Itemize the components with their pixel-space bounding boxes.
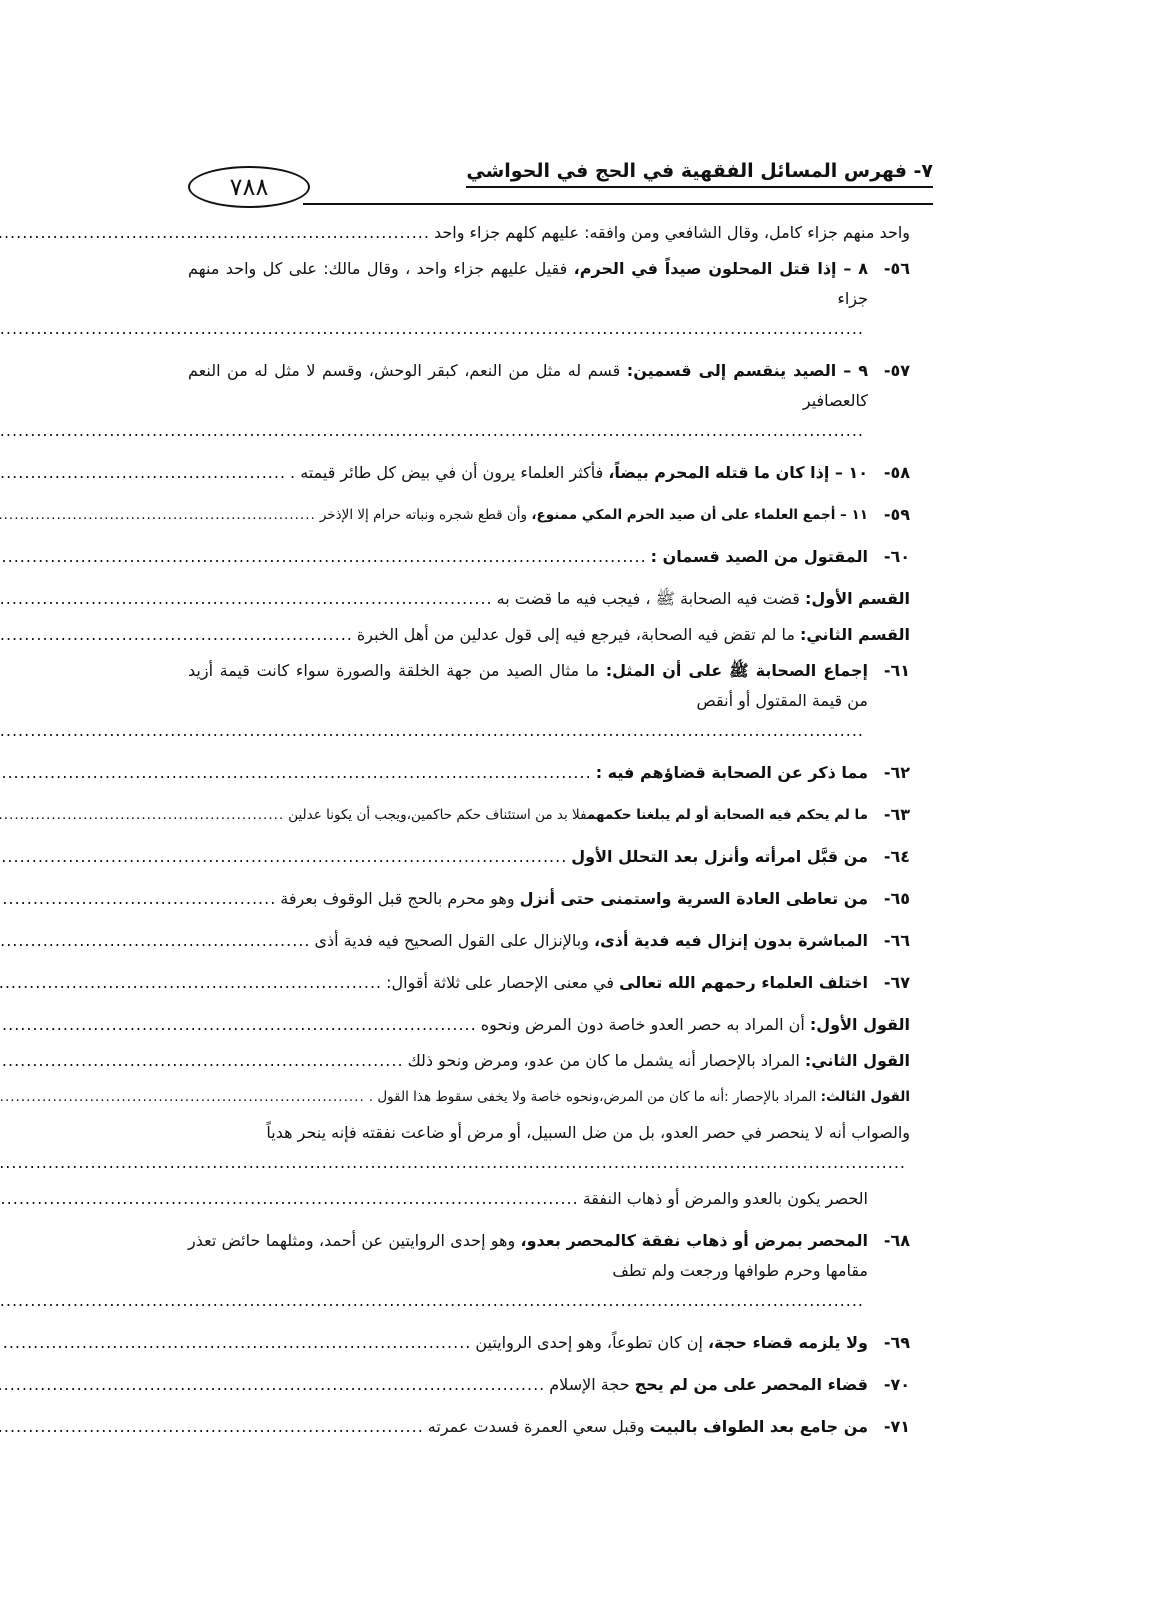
leader-dots (0, 926, 310, 956)
entry-bold: القسم الأول: (804, 589, 910, 608)
leader-dots (0, 1286, 864, 1316)
entry-number: ٦٣- (883, 805, 910, 824)
index-entry (188, 218, 910, 248)
leader-dots (0, 1010, 477, 1040)
entry-text: وقبل سعي العمرة فسدت عمرته (427, 1417, 650, 1436)
entry-bold: ما لم يحكم فيه الصحابة أو لم يبلغنا حكمهم (586, 807, 868, 823)
entry-text: ما لم تقض فيه الصحابة، فيرجع فيه إلى قول عدلين من أهل الخبرة (356, 625, 800, 644)
leader-dots (0, 314, 864, 344)
entry-text: أن المراد به حصر العدو خاصة دون المرض ونحوه (480, 1015, 810, 1034)
entry-text: إن كان تطوعاً، وهو إحدى الروايتين (475, 1333, 709, 1352)
entry-text: قسم له مثل من النعم، كبقر الوحش، وقسم لا مثل له من النعم كالعصافير (188, 361, 868, 410)
leader-dots (0, 716, 864, 746)
index-entry (188, 1118, 910, 1178)
leader-dots (0, 620, 353, 650)
entry-number: ٦٠- (883, 547, 910, 566)
page-header (188, 160, 933, 210)
index-entry (188, 968, 910, 998)
leader-dots (0, 968, 382, 998)
entry-bold: المقتول من الصيد قسمان : (650, 547, 868, 566)
entry-text: في معنى الإحصار على ثلاثة أقوال: (386, 973, 620, 992)
index-entry (188, 1082, 910, 1112)
entry-bold: ٨ – إذا قتل المحلون صيداً في الحرم، (573, 259, 868, 278)
entry-bold: ١١ – أجمع العلماء على أن صيد الحرم المكي ممنوع، (531, 507, 868, 523)
entry-bold: ٩ – الصيد ينقسم إلى قسمين: (626, 361, 868, 380)
entry-bold: من قبَّل امرأته وأنزل بعد التحلل الأول (571, 847, 868, 866)
index-entry (188, 926, 910, 956)
entry-bold: مما ذكر عن الصحابة قضاؤهم فيه : (595, 763, 868, 782)
entry-text: ما مثال الصيد من جهة الخلقة والصورة سواء كانت قيمة أزيد من قيمة المقتول أو أنقص (188, 661, 868, 710)
entry-text: فقيل عليهم جزاء واحد ، وقال مالك: على كل واحد منهم جزاء (188, 259, 868, 308)
entry-text: قضت فيه الصحابة ﷺ ، فيجب فيه ما قضت به (496, 589, 805, 608)
entry-bold: القول الأول: (809, 1015, 910, 1034)
entry-text: فلا بد من استئناف حكم حاكمين،ويجب أن يكونا عدلين (288, 807, 587, 823)
entry-bold: من جامع بعد الطواف بالبيت (649, 1417, 868, 1436)
index-entry (188, 884, 910, 914)
entry-bold: المحصر بمرض أو ذهاب نفقة كالمحصر بعدو، (520, 1231, 868, 1250)
entry-bold: اختلف العلماء رحمهم الله تعالى (619, 973, 868, 992)
leader-dots (0, 1370, 545, 1400)
entry-bold: القسم الثاني: (799, 625, 910, 644)
index-entry (188, 458, 910, 488)
index-entry (188, 800, 910, 830)
entry-number: ٦٥- (883, 889, 910, 908)
entry-number: ٥٧- (883, 361, 910, 380)
entry-number: ٥٦- (883, 259, 910, 278)
entry-number: ٦١- (883, 661, 910, 680)
leader-dots (0, 1148, 906, 1178)
entry-text: المراد بالإحصار أنه يشمل ما كان من عدو، ومرض ونحو ذلك (407, 1051, 805, 1070)
entry-number: ٦٤- (883, 847, 910, 866)
entry-number: ٥٨- (883, 463, 910, 482)
index-entry (188, 1226, 910, 1316)
entry-text: واحد منهم جزاء كامل، وقال الشافعي ومن وافقه: عليهم كلهم جزاء واحد (433, 223, 910, 242)
header-rule (303, 203, 933, 205)
index-entry (188, 254, 910, 344)
leader-dots (0, 1184, 579, 1214)
entry-bold: القول الثاني: (804, 1051, 910, 1070)
leader-dots (0, 758, 592, 788)
index-entry (188, 1370, 910, 1400)
entry-bold: ١٠ – إذا كان ما قتله المحرم بيضاً، (608, 463, 868, 482)
entry-number: ٦٨- (883, 1231, 910, 1250)
index-entry (188, 1010, 910, 1040)
leader-dots (0, 458, 286, 488)
entry-text: وأن قطع شجره ونباته حرام إلا الإذخر (319, 507, 532, 523)
leader-dots (0, 416, 864, 446)
index-entry (188, 1046, 910, 1076)
leader-dots (0, 218, 430, 248)
index-entry (188, 620, 910, 650)
entry-text: المراد بالإحصار :أنه ما كان من المرض،ونحوه خاصة ولا يخفى سقوط هذا القول . (368, 1089, 821, 1105)
leader-dots (0, 1412, 424, 1442)
index-entry (188, 1412, 910, 1442)
index-entry (188, 542, 910, 572)
leader-dots (0, 800, 284, 830)
entry-number: ٦٩- (883, 1333, 910, 1352)
leader-dots (0, 842, 567, 872)
index-entry (188, 500, 910, 530)
page-number: ٧٨٨ (229, 173, 269, 201)
entry-number: ٦٢- (883, 763, 910, 782)
leader-dots (0, 1082, 365, 1112)
entry-bold: من تعاطى العادة السرية واستمنى حتى أنزل (519, 889, 868, 908)
leader-dots (0, 884, 276, 914)
leader-dots (0, 542, 647, 572)
entry-text: وهو إحدى الروايتين عن أحمد، ومثلهما حائض تعذر مقامها وحرم طوافها ورجعت ولم تطف (188, 1231, 868, 1280)
leader-dots (0, 500, 316, 530)
index-entry (188, 584, 910, 614)
index-entry (188, 1328, 910, 1358)
entry-text: حجة الإسلام (549, 1375, 635, 1394)
entry-bold: القول الثالث: (820, 1089, 910, 1105)
entry-text: والصواب أنه لا ينحصر في حصر العدو، بل من ضل السبيل، أو مرض أو ضاعت نفقته فإنه ينحر هدياً (266, 1123, 910, 1142)
leader-dots (0, 1328, 471, 1358)
entry-text: وبالإنزال على القول الصحيح فيه فدية أذى (314, 931, 595, 950)
entry-text: فأكثر العلماء يرون أن في بيض كل طائر قيمته . (290, 463, 609, 482)
entry-number: ٧٠- (883, 1375, 910, 1394)
entry-number: ٥٩- (883, 505, 910, 524)
entry-text: وهو محرم بالحج قبل الوقوف بعرفة (280, 889, 520, 908)
entry-bold: المباشرة بدون إنزال فيه فدية أذى، (594, 931, 868, 950)
index-entry (188, 842, 910, 872)
index-entry (188, 1184, 910, 1214)
entry-number: ٦٦- (883, 931, 910, 950)
page-title: ٧- فهرس المسائل الفقهية في الحج في الحواشي (466, 160, 933, 188)
leader-dots (0, 584, 493, 614)
entry-bold: إجماع الصحابة ﷺ على أن المثل: (605, 661, 868, 680)
index-entry (188, 656, 910, 746)
leader-dots (0, 1046, 404, 1076)
entry-number: ٧١- (883, 1417, 910, 1436)
page-number-badge (188, 166, 310, 208)
index-entry (188, 356, 910, 446)
index-list (188, 218, 910, 1454)
entry-bold: قضاء المحصر على من لم يحج (634, 1375, 868, 1394)
entry-bold: ولا يلزمه قضاء حجة، (708, 1333, 868, 1352)
index-entry (188, 758, 910, 788)
entry-number: ٦٧- (883, 973, 910, 992)
entry-text: الحصر يكون بالعدو والمرض أو ذهاب النفقة (582, 1189, 868, 1208)
